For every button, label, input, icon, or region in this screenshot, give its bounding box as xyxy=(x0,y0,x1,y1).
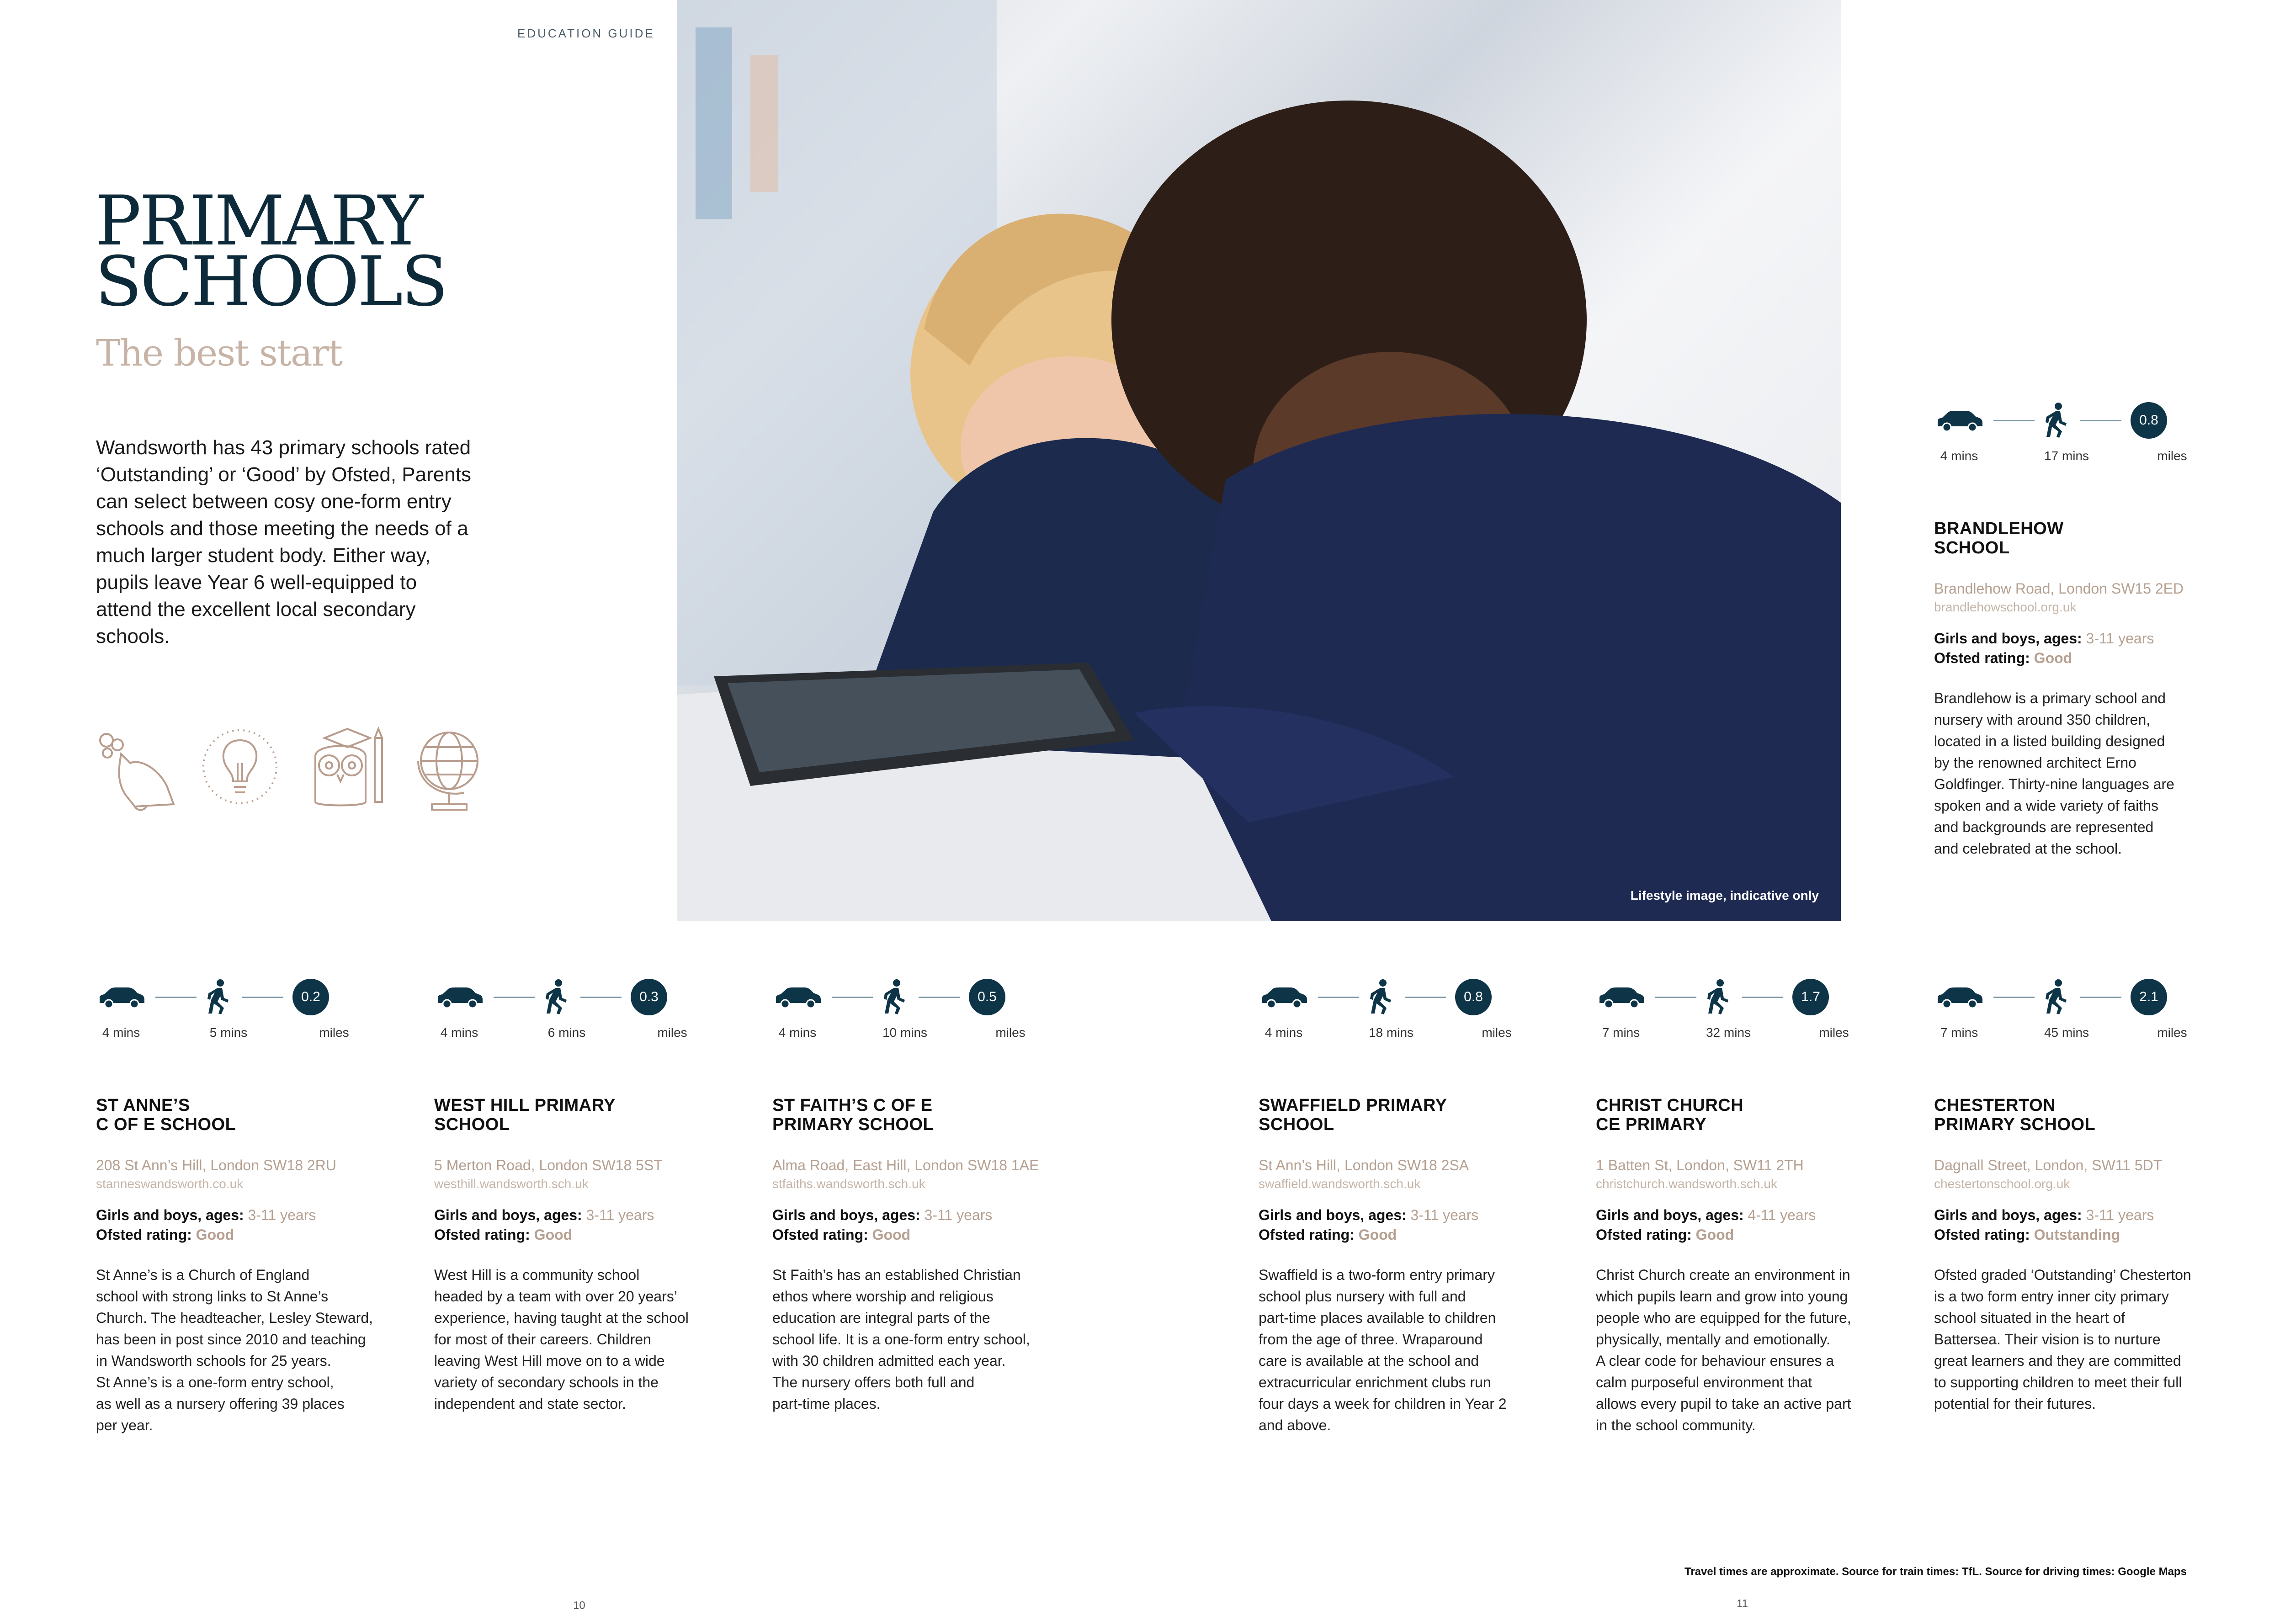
miles-label: miles xyxy=(2157,449,2187,463)
school-address: 5 Merton Road, London SW18 5ST xyxy=(434,1157,663,1173)
ages-line: Girls and boys, ages: 3-11 years xyxy=(1934,1207,2154,1223)
ofsted-line: Ofsted rating: Good xyxy=(1934,650,2072,666)
school-name: WEST HILL PRIMARY SCHOOL xyxy=(434,1096,616,1134)
school-card-brandlehow xyxy=(1934,519,2245,860)
walking-icon xyxy=(1706,979,1733,1015)
school-name: ST FAITH’S C OF E PRIMARY SCHOOL xyxy=(772,1096,934,1134)
walking-icon xyxy=(1368,979,1396,1015)
ages-line: Girls and boys, ages: 3-11 years xyxy=(772,1207,993,1223)
walk-time: 32 mins xyxy=(1706,1025,1751,1040)
car-icon xyxy=(772,986,823,1008)
car-icon xyxy=(1934,986,1984,1008)
walk-time: 5 mins xyxy=(209,1025,248,1040)
school-card xyxy=(772,1096,1092,1415)
school-card xyxy=(1934,1096,2254,1415)
school-address: 1 Batten St, London, SW11 2TH xyxy=(1596,1157,1804,1173)
title-line-2: SCHOOLS xyxy=(95,242,446,322)
intro-paragraph: Wandsworth has 43 primary schools rated ‘Outstanding’ or ‘Good’ by Ofsted, Parents can select between cosy one-form entry schools and those meeting the needs of a much larger student body. Either way, pupils leave Year 6 well-equipped to attend the excellent local secondary schools. xyxy=(96,436,471,647)
distance-badge: 0.3 xyxy=(631,979,667,1015)
ages-line: Girls and boys, ages: 3-11 years xyxy=(1259,1207,1479,1223)
distance-badge: 0.2 xyxy=(292,979,329,1015)
drive-time: 4 mins xyxy=(440,1025,478,1040)
ofsted-line: Ofsted rating: Good xyxy=(434,1226,573,1243)
school-card xyxy=(1596,1096,1916,1436)
school-website: chestertonschool.org.uk xyxy=(1934,1177,2070,1191)
school-address: Brandlehow Road, London SW15 2ED xyxy=(1934,580,2184,597)
page-number-left: 10 xyxy=(573,1599,585,1612)
travel-footnote: Travel times are approximate. Source for train times: TfL. Source for driving times: Google Maps xyxy=(1685,1566,2187,1578)
school-name: SWAFFIELD PRIMARY SCHOOL xyxy=(1259,1096,1447,1134)
school-website: christchurch.wandsworth.sch.uk xyxy=(1596,1177,1777,1191)
walk-time: 45 mins xyxy=(2044,1025,2089,1040)
page-subtitle: The best start xyxy=(96,332,342,374)
school-card xyxy=(96,1096,416,1436)
walk-time: 17 mins xyxy=(2044,449,2089,463)
school-description: Ofsted graded ‘Outstanding’ Chesterton is a two form entry inner city primary school situated in the heart of Battersea. Their vision is to nurture great learners and they are committed to supporting children to meet their full potential for their futures. xyxy=(1934,1267,2191,1412)
photo-caption: Lifestyle image, indicative only xyxy=(1630,888,1819,902)
school-description: Brandlehow is a primary school and nursery with around 350 children, located in a listed building designed by the renowned architect Erno Goldfinger. Thirty-nine languages are spoken and a wide variety of faiths and backgrounds are represented and celebrated at the school. xyxy=(1934,690,2174,857)
car-icon xyxy=(434,986,484,1008)
school-address: Alma Road, East Hill, London SW18 1AE xyxy=(772,1157,1039,1173)
distance-badge: 0.5 xyxy=(969,979,1005,1015)
distance-badge: 0.8 xyxy=(2131,402,2167,439)
school-card xyxy=(434,1096,754,1415)
school-address: Dagnall Street, London, SW11 5DT xyxy=(1934,1157,2163,1173)
school-website: brandlehowschool.org.uk xyxy=(1934,600,2077,614)
page-number-right: 11 xyxy=(1737,1597,1748,1610)
school-description: St Anne’s is a Church of England school with strong links to St Anne’s Church. The headteacher, Lesley Steward, has been in post since 2010 and teaching in Wandsworth schools for 25 years. St Anne’s is a one-form entry school, as well as a nursery offering 39 places per year. xyxy=(96,1267,373,1433)
car-icon xyxy=(1934,409,1984,432)
travel-info xyxy=(1596,979,1852,1040)
ages-line: Girls and boys, ages: 4-11 years xyxy=(1596,1207,1816,1223)
school-description: St Faith’s has an established Christian ethos where worship and religious education are integral parts of the school life. It is a one-form entry school, with 30 children admitted each year. The nursery offers both full and part-time places. xyxy=(772,1267,1030,1412)
school-card xyxy=(1259,1096,1578,1436)
school-address: 208 St Ann’s Hill, London SW18 2RU xyxy=(96,1157,336,1173)
walk-time: 6 mins xyxy=(547,1025,586,1040)
miles-label: miles xyxy=(319,1025,349,1040)
ages-line: Girls and boys, ages: 3-11 years xyxy=(1934,630,2154,647)
ages-line: Girls and boys, ages: 3-11 years xyxy=(434,1207,654,1223)
school-name: CHESTERTON PRIMARY SCHOOL xyxy=(1934,1096,2096,1134)
distance-badge: 0.8 xyxy=(1455,979,1492,1015)
owl-icon xyxy=(306,724,388,811)
page-title xyxy=(95,181,446,322)
walking-icon xyxy=(206,979,233,1015)
school-name: ST ANNE’S C OF E SCHOOL xyxy=(96,1096,236,1134)
walk-time: 18 mins xyxy=(1368,1025,1414,1040)
ofsted-line: Ofsted rating: Outstanding xyxy=(1934,1226,2120,1243)
travel-info xyxy=(434,979,690,1040)
school-name: BRANDLEHOW SCHOOL xyxy=(1934,519,2064,557)
school-website: westhill.wandsworth.sch.uk xyxy=(434,1177,589,1191)
globe-icon xyxy=(414,724,487,816)
hero-photo xyxy=(677,0,1841,921)
school-description: West Hill is a community school headed by a team with over 20 years’ experience, having taught at the school for most of their careers. Children leaving West Hill move on to a wide variety of secondary schools in the independent and state sector. xyxy=(434,1267,689,1412)
drive-time: 4 mins xyxy=(102,1025,140,1040)
walking-icon xyxy=(882,979,909,1015)
miles-label: miles xyxy=(1482,1025,1512,1040)
walking-icon xyxy=(2044,979,2071,1015)
ofsted-line: Ofsted rating: Good xyxy=(772,1226,911,1243)
drive-time: 4 mins xyxy=(778,1025,817,1040)
walking-icon xyxy=(2044,402,2071,439)
ofsted-line: Ofsted rating: Good xyxy=(1259,1226,1397,1243)
title-line-1: PRIMARY xyxy=(95,181,422,261)
miles-label: miles xyxy=(657,1025,687,1040)
walk-time: 10 mins xyxy=(882,1025,928,1040)
travel-info xyxy=(1259,979,1514,1040)
school-website: stfaiths.wandsworth.sch.uk xyxy=(772,1177,925,1191)
ofsted-line: Ofsted rating: Good xyxy=(1596,1226,1734,1243)
ofsted-line: Ofsted rating: Good xyxy=(96,1226,234,1243)
school-name: CHRIST CHURCH CE PRIMARY xyxy=(1596,1096,1744,1134)
car-icon xyxy=(1596,986,1646,1008)
walking-icon xyxy=(544,979,571,1015)
distance-badge: 2.1 xyxy=(2131,979,2167,1015)
ages-line: Girls and boys, ages: 3-11 years xyxy=(96,1207,316,1223)
drive-time: 4 mins xyxy=(1940,449,1978,463)
miles-label: miles xyxy=(995,1025,1026,1040)
drive-time: 4 mins xyxy=(1265,1025,1303,1040)
school-description: Swaffield is a two-form entry primary school plus nursery with full and part-time places available to children from the age of three. Wraparound care is available at the school and extracurricular enrichment clubs run four days a week for children in Year 2 and above. xyxy=(1259,1267,1507,1433)
section-header: EDUCATION GUIDE xyxy=(517,27,655,40)
school-address: St Ann’s Hill, London SW18 2SA xyxy=(1259,1157,1469,1173)
travel-info xyxy=(772,979,1028,1040)
bell-icon xyxy=(94,727,185,813)
school-website: swaffield.wandsworth.sch.uk xyxy=(1259,1177,1421,1191)
lightbulb-icon xyxy=(201,727,279,809)
car-icon xyxy=(96,986,146,1008)
school-website: stanneswandsworth.co.uk xyxy=(96,1177,244,1191)
miles-label: miles xyxy=(2157,1025,2187,1040)
travel-info xyxy=(1934,979,2190,1040)
car-icon xyxy=(1259,986,1309,1008)
travel-info-brandlehow xyxy=(1934,402,2190,463)
travel-info xyxy=(96,979,352,1040)
miles-label: miles xyxy=(1819,1025,1849,1040)
drive-time: 7 mins xyxy=(1940,1025,1978,1040)
distance-badge: 1.7 xyxy=(1792,979,1829,1015)
drive-time: 7 mins xyxy=(1602,1025,1640,1040)
school-description: Christ Church create an environment in which pupils learn and grow into young people who are equipped for the future, physically, mentally and emotionally. A clear code for behaviour ensures a calm purposeful environment that allows every pupil to take an active part in the school community. xyxy=(1596,1267,1851,1433)
